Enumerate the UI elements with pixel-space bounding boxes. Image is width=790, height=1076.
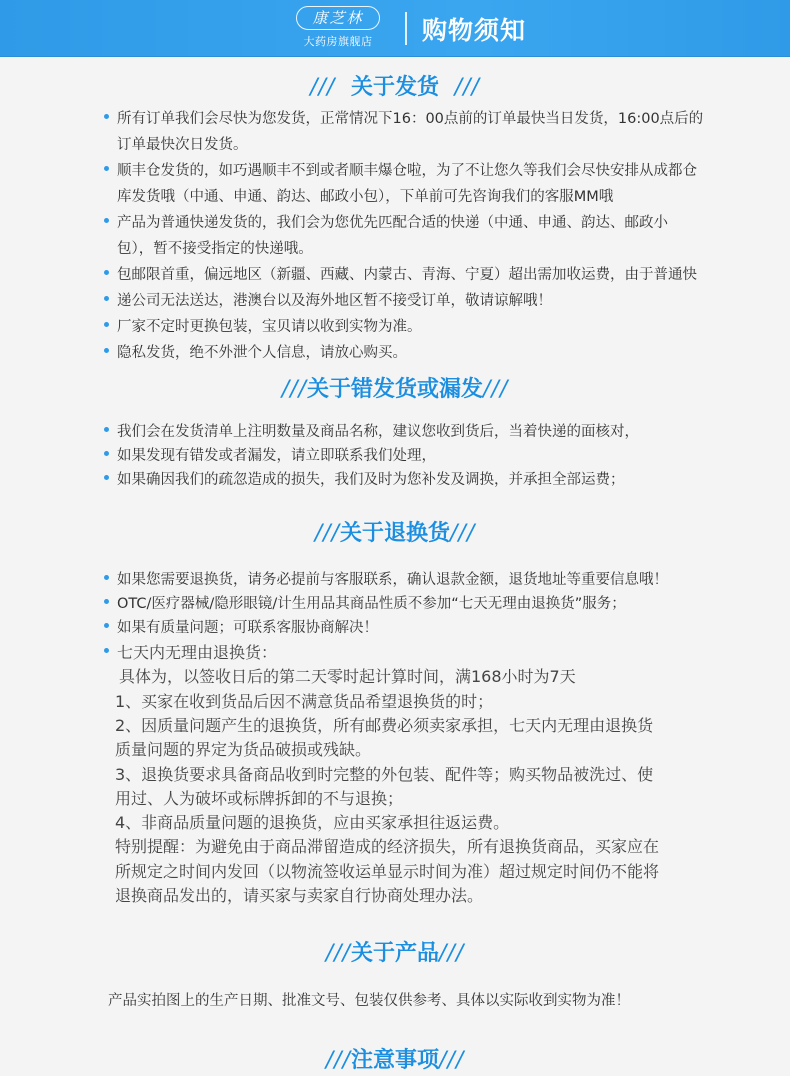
shipping-item-3-line-1: 产品为普通快递发货的，我们会为您优先匹配合适的快递（中通、申通、韵达、邮政小 bbox=[117, 215, 668, 231]
section-title-shipping bbox=[0, 70, 790, 101]
section-title-product bbox=[0, 936, 790, 967]
title-slashes: /// bbox=[281, 377, 307, 402]
brand-logo[interactable] bbox=[292, 6, 384, 50]
shipping-item-3-line-2: 包），暂不接受指定的快递哦。 bbox=[117, 241, 313, 257]
return-item-4: 七天内无理由退换货： bbox=[117, 643, 278, 662]
title-slashes: /// bbox=[450, 521, 476, 546]
section-title-return-text: 关于退换货 bbox=[339, 521, 450, 546]
return-detail-10: 退换商品发出的，请买家与卖家自行协商处理办法。 bbox=[115, 886, 484, 905]
shipping-item-2-line-2: 库发货哦（中通、申通、韵达、邮政小包），下单前可先咨询我们的客服MM哦 bbox=[117, 189, 614, 205]
error-item-3: 如果确因我们的疏忽造成的损失，我们及时为您补发及调换，并承担全部运费； bbox=[117, 472, 625, 488]
bullet bbox=[104, 648, 109, 653]
bullet bbox=[104, 322, 109, 327]
section-title-notice-text: 注意事项 bbox=[350, 1048, 439, 1073]
bullet bbox=[104, 218, 109, 223]
section-title-notice bbox=[0, 1043, 790, 1074]
shipping-item-5: 递公司无法送达，港澳台以及海外地区暂不接受订单，敬请谅解哦！ bbox=[117, 293, 552, 309]
section-title-shipping-text: 关于发货 bbox=[350, 75, 439, 100]
return-detail-7: 4、非商品质量问题的退换货，应由买家承担往返运费。 bbox=[115, 813, 510, 832]
bullet bbox=[104, 451, 109, 456]
return-detail-6: 用过、人为破坏或标牌拆卸的不与退换； bbox=[115, 789, 404, 808]
bullet bbox=[104, 599, 109, 604]
shipping-item-6: 厂家不定时更换包装，宝贝请以收到实物为准。 bbox=[117, 319, 422, 335]
return-item-1: 如果您需要退换货，请务必提前与客服联系，确认退款金额，退货地址等重要信息哦！ bbox=[117, 572, 668, 588]
bullet bbox=[104, 114, 109, 119]
title-slashes: /// bbox=[483, 377, 509, 402]
bullet bbox=[104, 166, 109, 171]
product-note: 产品实拍图上的生产日期、批准文号、包装仅供参考、具体以实际收到实物为准！ bbox=[108, 993, 630, 1009]
bullet bbox=[104, 348, 109, 353]
return-detail-4: 质量问题的界定为货品破损或残缺。 bbox=[115, 740, 372, 759]
shipping-item-4: 包邮限首重，偏远地区（新疆、西藏、内蒙古、青海、宁夏）超出需加收运费，由于普通快 bbox=[117, 267, 697, 283]
return-detail-3: 2、因质量问题产生的退换货，所有邮费必须卖家承担，七天内无理由退换货 bbox=[115, 716, 654, 735]
return-item-2: OTC/医疗器械/隐形眼镜/计生用品其商品性质不参加“七天无理由退换货”服务； bbox=[117, 596, 626, 612]
bullet bbox=[104, 475, 109, 480]
title-slashes: /// bbox=[439, 941, 465, 966]
section-title-return bbox=[0, 516, 790, 547]
shipping-item-1-line-1: 所有订单我们会尽快为您发货，正常情况下16：00点前的订单最快当日发货，16:00点后的 bbox=[117, 111, 704, 127]
title-slashes: /// bbox=[310, 75, 336, 100]
return-detail-2: 1、买家在收到货品后因不满意货品希望退换货的时； bbox=[115, 692, 494, 711]
bullet bbox=[104, 270, 109, 275]
shipping-item-7: 隐私发货，绝不外泄个人信息，请放心购买。 bbox=[117, 345, 407, 361]
page-title: 购物须知 bbox=[422, 16, 527, 45]
brand-name: 康芝林 bbox=[296, 6, 380, 30]
title-slashes: /// bbox=[439, 1048, 465, 1073]
return-detail-9: 所规定之时间内发回（以物流签收运单显示时间为准）超过规定时间仍不能将 bbox=[115, 862, 660, 881]
shipping-item-1-line-2: 订单最快次日发货。 bbox=[117, 137, 248, 153]
return-item-3: 如果有质量问题；可联系客服协商解决！ bbox=[117, 620, 378, 636]
bullet bbox=[104, 623, 109, 628]
section-title-product-text: 关于产品 bbox=[350, 941, 439, 966]
bullet bbox=[104, 427, 109, 432]
brand-subtitle: 大药房旗舰店 bbox=[303, 35, 373, 48]
bullet bbox=[104, 575, 109, 580]
section-title-error-text: 关于错发货或漏发 bbox=[306, 377, 483, 402]
return-detail-1: 具体为，以签收日后的第二天零时起计算时间，满168小时为7天 bbox=[119, 667, 576, 686]
title-slashes: /// bbox=[314, 521, 340, 546]
title-slashes: /// bbox=[454, 75, 480, 100]
bullet bbox=[104, 296, 109, 301]
error-item-1: 我们会在发货清单上注明数量及商品名称，建议您收到货后，当着快递的面核对， bbox=[117, 424, 639, 440]
return-detail-8: 特别提醒：为避免由于商品滞留造成的经济损失，所有退换货商品，买家应在 bbox=[115, 837, 660, 856]
error-item-2: 如果发现有错发或者漏发，请立即联系我们处理， bbox=[117, 448, 436, 464]
return-detail-5: 3、退换货要求具备商品收到时完整的外包装、配件等；购买物品被洗过、使 bbox=[115, 765, 654, 784]
header-divider bbox=[405, 12, 407, 45]
section-title-error bbox=[0, 372, 790, 403]
header-banner bbox=[0, 0, 790, 57]
title-slashes: /// bbox=[325, 1048, 351, 1073]
shipping-item-2-line-1: 顺丰仓发货的，如巧遇顺丰不到或者顺丰爆仓啦，为了不让您久等我们会尽快安排从成都仓 bbox=[117, 163, 697, 179]
title-slashes: /// bbox=[325, 941, 351, 966]
